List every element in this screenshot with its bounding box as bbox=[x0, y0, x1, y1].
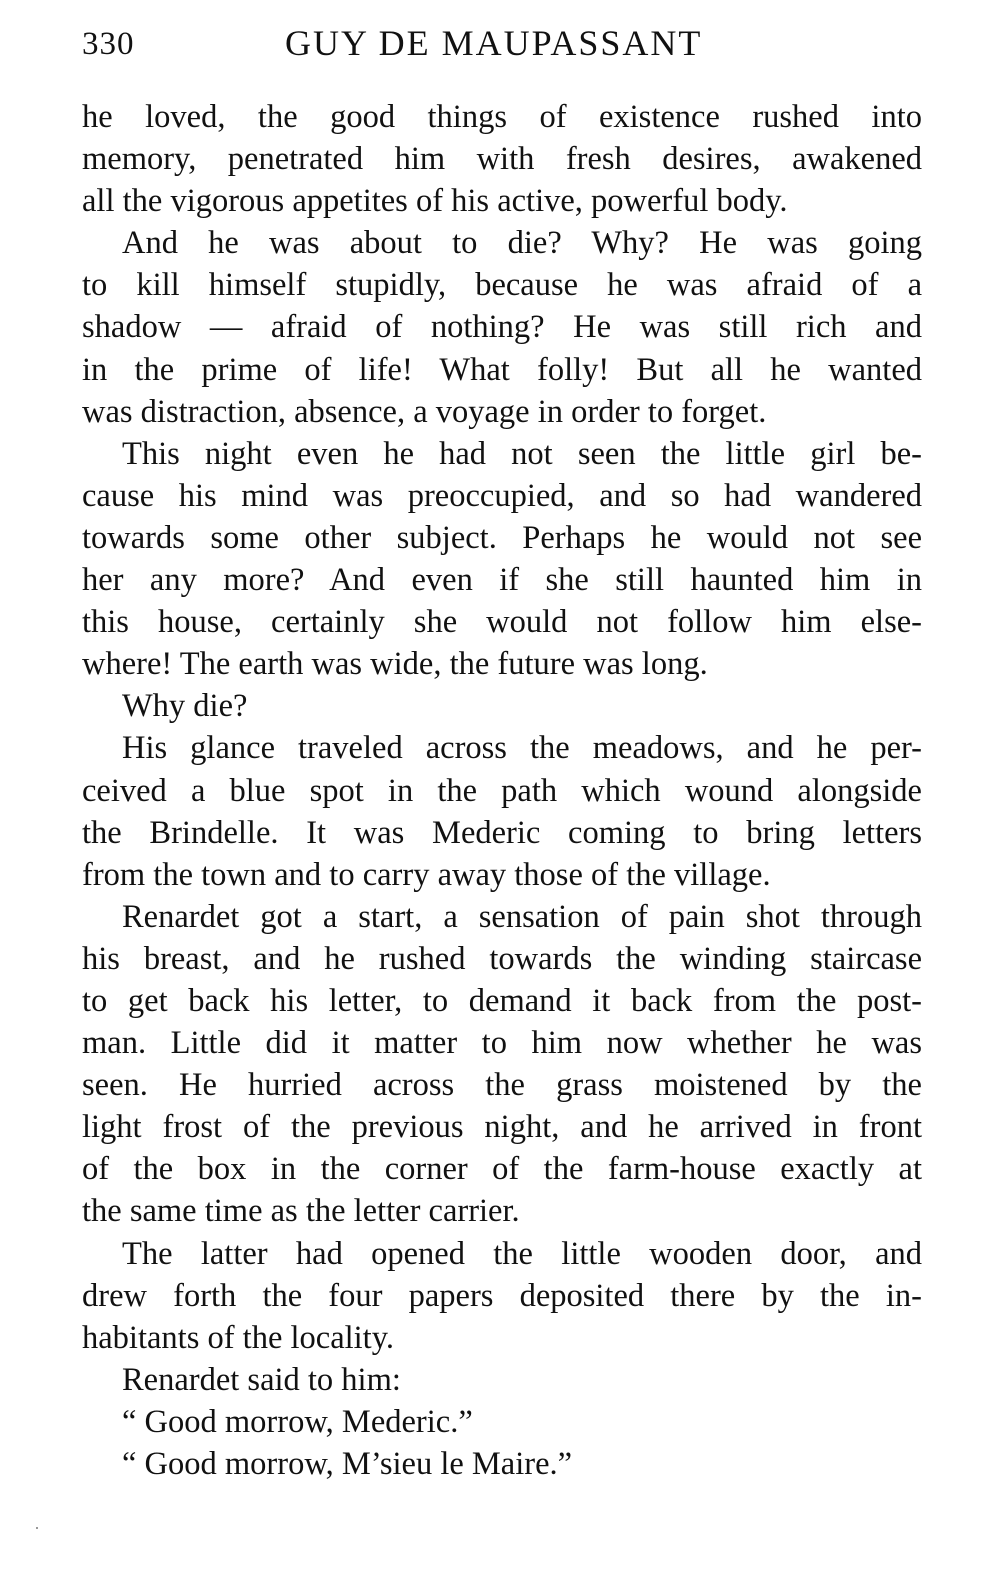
text-line: “ Good morrow, M’sieu le Maire.” bbox=[122, 1446, 573, 1482]
text-line: Renardet got a start, a sensation of pain shot through bbox=[122, 898, 922, 935]
text-line: his breast, and he rushed towards the winding staircase bbox=[82, 940, 922, 977]
text-line: seen. He hurried across the grass moistened by the bbox=[82, 1067, 922, 1104]
text-line: to get back his letter, to demand it back from the post- bbox=[82, 982, 922, 1019]
text-line: her any more? And even if she still haunted him in bbox=[82, 562, 922, 599]
text-line: Renardet said to him: bbox=[122, 1361, 401, 1398]
text-line: light frost of the previous night, and he arrived in front bbox=[82, 1109, 922, 1146]
text-line: ceived a blue spot in the path which wound alongside bbox=[82, 772, 922, 809]
text-line: cause his mind was preoccupied, and so had wandered bbox=[82, 477, 922, 514]
text-line: drew forth the four papers deposited there by the in- bbox=[82, 1277, 922, 1314]
text-line: towards some other subject. Perhaps he would not see bbox=[82, 519, 922, 556]
text-line: habitants of the locality. bbox=[82, 1319, 394, 1356]
text-line: where! The earth was wide, the future was long. bbox=[82, 646, 708, 683]
text-line: he loved, the good things of existence rushed into bbox=[82, 99, 922, 135]
stray-mark bbox=[36, 1527, 38, 1529]
text-line: This night even he had not seen the little girl be- bbox=[122, 435, 922, 472]
text-line: The latter had opened the little wooden door, and bbox=[122, 1235, 922, 1272]
text-line: was distraction, absence, a voyage in order to forget. bbox=[82, 393, 767, 430]
text-line: memory, penetrated him with fresh desires, awakened bbox=[82, 141, 922, 178]
text-line: all the vigorous appetites of his active, powerful body. bbox=[82, 183, 788, 220]
text-line: shadow — afraid of nothing? He was still rich and bbox=[82, 309, 922, 346]
text-line: And he was about to die? Why? He was going bbox=[122, 225, 922, 262]
text-line: His glance traveled across the meadows, and he per- bbox=[122, 730, 922, 767]
text-line: from the town and to carry away those of the village. bbox=[82, 856, 771, 893]
text-line: Why die? bbox=[122, 688, 248, 725]
page-number: 330 bbox=[82, 26, 135, 62]
body-text bbox=[82, 96, 922, 1485]
text-line: man. Little did it matter to him now whether he was bbox=[82, 1025, 922, 1062]
text-line: of the box in the corner of the farm-house exactly at bbox=[82, 1151, 922, 1188]
text-line: the same time as the letter carrier. bbox=[82, 1193, 520, 1230]
text-line: in the prime of life! What folly! But all he wanted bbox=[82, 351, 922, 388]
text-line: this house, certainly she would not follow him else- bbox=[82, 604, 922, 641]
text-line: the Brindelle. It was Mederic coming to bring letters bbox=[82, 814, 922, 851]
text-line: “ Good morrow, Mederic.” bbox=[122, 1403, 473, 1440]
running-head: GUY DE MAUPASSANT bbox=[285, 23, 703, 63]
page-header bbox=[82, 22, 922, 72]
text-line: to kill himself stupidly, because he was afraid of a bbox=[82, 267, 922, 304]
